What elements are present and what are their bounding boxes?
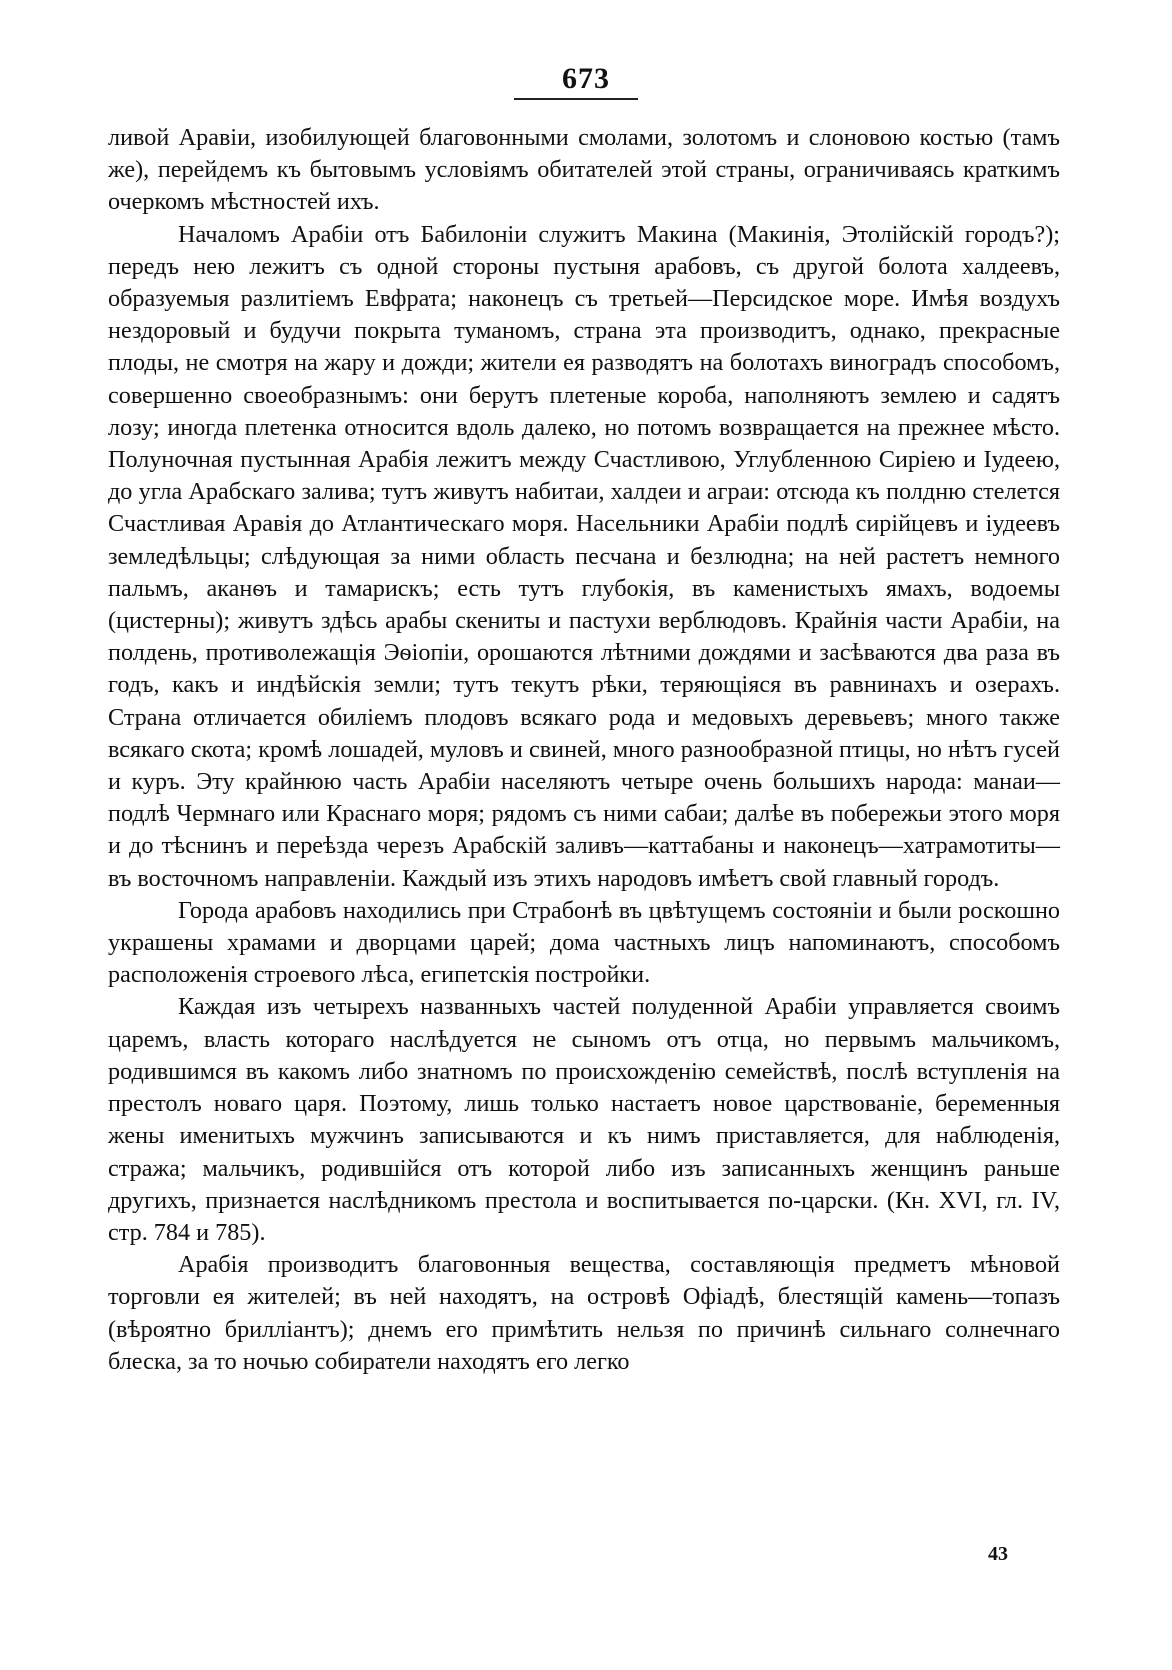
paragraph-2: Началомъ Арабіи отъ Бабилоніи служитъ Макина (Макинія, Этолійскій городъ?); передъ нею лежитъ съ одной стороны пустыня арабовъ, съ другой болота халдеевъ, образуемыя разлитіемъ Евфрата; наконецъ съ третьей—Персидское море. Имѣя воздухъ нездоровый и будучи покрыта туманомъ, страна эта производитъ, однако, прекрасные плоды, не смотря на жару и дожди; жители ея разводятъ на болотахъ виноградъ способомъ, совершенно своеобразнымъ: они берутъ плетеные короба, наполняютъ землею и садятъ лозу; иногда плетенка относится вдоль далеко, но потомъ возвращается на прежнее мѣсто. Полуночная пустынная Арабія лежитъ между Счастливою, Углубленною Сиріею и Іудеею, до угла Арабскаго залива; тутъ живутъ набитаи, халдеи и аграи: отсюда къ полдню стелется Счастливая Аравія до Атлантическаго моря. Насельники Арабіи подлѣ сирійцевъ и іудеевъ земледѣльцы; слѣдующая за ними область песчана и безлюдна; на ней растетъ немного пальмъ, аканѳъ и тамарискъ; есть тутъ глубокія, въ каменистыхъ ямахъ, водоемы (цистерны); живутъ здѣсь арабы скениты и пастухи верблюдовъ. Крайнія части Арабіи, на полдень, противолежащія Эѳіопіи, орошаются лѣтними дождями и засѣваются два раза въ годъ, какъ и индѣйскія земли; тутъ текутъ рѣки, теряющіяся въ равнинахъ и озерахъ. Страна отличается обиліемъ плодовъ всякаго рода и медовыхъ деревьевъ; много также всякаго скота; кромѣ лошадей, муловъ и свиней, много разнообразной птицы, но нѣтъ гусей и куръ. Эту крайнюю часть Арабіи населяютъ четыре очень большихъ народа: манаи—подлѣ Чермнаго или Краснаго моря; рядомъ съ ними сабаи; далѣе въ побережьи этого моря и до тѣснинъ и переѣзда черезъ Арабскій заливъ—каттабаны и наконецъ—хатрамотиты—въ восточномъ направленіи. Каждый изъ этихъ народовъ имѣетъ свой главный городъ. — [108, 220, 1060, 892]
paragraph-1: ливой Аравіи, изобилующей благовонными смолами, золотомъ и слоновою костью (тамъ же), перейдемъ къ бытовымъ условіямъ обитателей этой страны, ограничиваясь краткимъ очеркомъ мѣстностей ихъ. — [108, 124, 1060, 216]
page-number-rule — [514, 98, 638, 100]
page-number: 673 — [562, 62, 610, 95]
paragraph-3: Города арабовъ находились при Страбонѣ въ цвѣтущемъ состояніи и были роскошно украшены храмами и дворцами царей; дома частныхъ лицъ напоминаютъ, способомъ расположенія строевого лѣса, египетскія постройки. — [108, 896, 1060, 989]
body-text — [108, 122, 1060, 1378]
paragraph-5: Арабія производитъ благовонныя вещества, составляющія предметъ мѣновой торговли ея жителей; въ ней находятъ, на островѣ Офіадѣ, блестящій камень—топазъ (вѣроятно брилліантъ); днемъ его примѣтить нельзя по причинѣ сильнаго солнечнаго блеска, за то ночью собиратели находятъ его легко — [108, 1251, 1060, 1375]
paragraph-4: Каждая изъ четырехъ названныхъ частей полуденной Арабіи управляется своимъ царемъ, власть котораго наслѣдуется не сыномъ отъ отца, но первымъ мальчикомъ, родившимся въ какомъ либо знатномъ по происхожденію семействѣ, послѣ вступленія на престолъ новаго царя. Поэтому, лишь только настаетъ новое царствованіе, беременныя жены именитыхъ мужчинъ записываются и къ нимъ приставляется, для наблюденія, стража; мальчикъ, родившійся отъ которой либо изъ записанныхъ женщинъ раньше другихъ, признается наслѣдникомъ престола и воспитывается по-царски. (Кн. XVI, гл. IV, стр. 784 и 785). — [108, 993, 1060, 1246]
signature-mark: 43 — [988, 1543, 1008, 1565]
